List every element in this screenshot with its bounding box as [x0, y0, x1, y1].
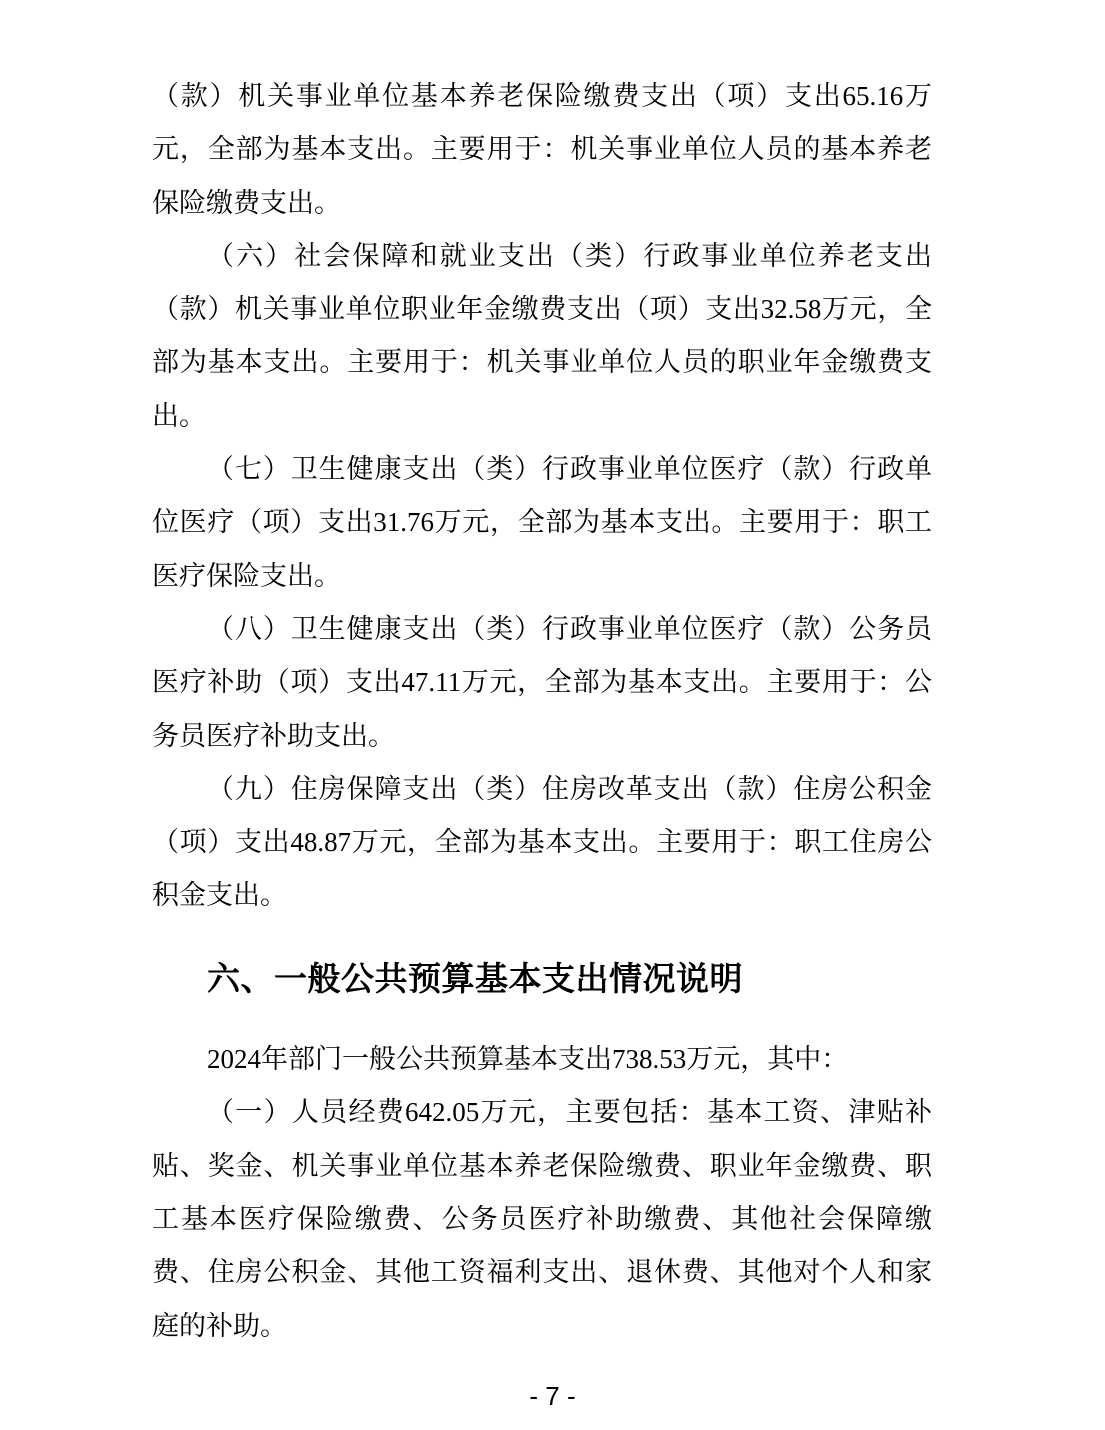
text-line: （七）卫生健康支出（类）行政事业单位医疗（款）行政单: [207, 454, 932, 485]
text-line: （八）卫生健康支出（类）行政事业单位医疗（款）公务员: [207, 613, 932, 644]
text-line: 部为基本支出。主要用于：机关事业单位人员的职业年金缴费支: [152, 347, 932, 378]
text-line: （六）社会保障和就业支出（类）行政事业单位养老支出: [207, 240, 932, 271]
text-line: 贴、奖金、机关事业单位基本养老保险缴费、职业年金缴费、职: [152, 1150, 932, 1181]
text-line: 位医疗（项）支出31.76万元，全部为基本支出。主要用于：职工: [152, 507, 932, 538]
text-line: 工基本医疗保险缴费、公务员医疗补助缴费、其他社会保障缴: [152, 1203, 932, 1234]
paragraph-personnel-expense: [152, 1086, 932, 1352]
document-body: [152, 70, 932, 1353]
text-line: 医疗补助（项）支出47.11万元，全部为基本支出。主要用于：公: [152, 667, 932, 698]
text-line: 庭的补助。: [152, 1310, 287, 1341]
intro-line: 2024年部门一般公共预算基本支出738.53万元，其中：: [207, 1044, 849, 1075]
text-line: （款）机关事业单位职业年金缴费支出（项）支出32.58万元，全: [152, 294, 932, 325]
text-line: 医疗保险支出。: [152, 560, 341, 591]
paragraph-housing-fund: [152, 763, 932, 923]
text-line: 保险缴费支出。: [152, 187, 341, 218]
text-line: 费、住房公积金、其他工资福利支出、退休费、其他对个人和家: [152, 1257, 932, 1288]
text-line: 积金支出。: [152, 880, 287, 911]
text-line: （款）机关事业单位基本养老保险缴费支出（项）支出65.16万: [152, 81, 932, 111]
section-heading: 六、一般公共预算基本支出情况说明: [207, 959, 743, 997]
text-line: （九）住房保障支出（类）住房改革支出（款）住房公积金: [207, 773, 932, 804]
paragraph-pension-contribution: [152, 70, 932, 230]
text-line: （项）支出48.87万元，全部为基本支出。主要用于：职工住房公: [152, 827, 932, 858]
page-number: - 7 -: [529, 1381, 576, 1411]
text-line: 出。: [152, 400, 206, 431]
text-line: 务员医疗补助支出。: [152, 720, 395, 751]
paragraph-admin-unit-medical: [152, 443, 932, 603]
paragraph-occupational-annuity: [152, 230, 932, 443]
text-line: 元，全部为基本支出。主要用于：机关事业单位人员的基本养老: [152, 134, 932, 165]
text-line: （一）人员经费642.05万元，主要包括：基本工资、津贴补: [207, 1097, 932, 1128]
paragraph-civil-servant-medical: [152, 603, 932, 763]
